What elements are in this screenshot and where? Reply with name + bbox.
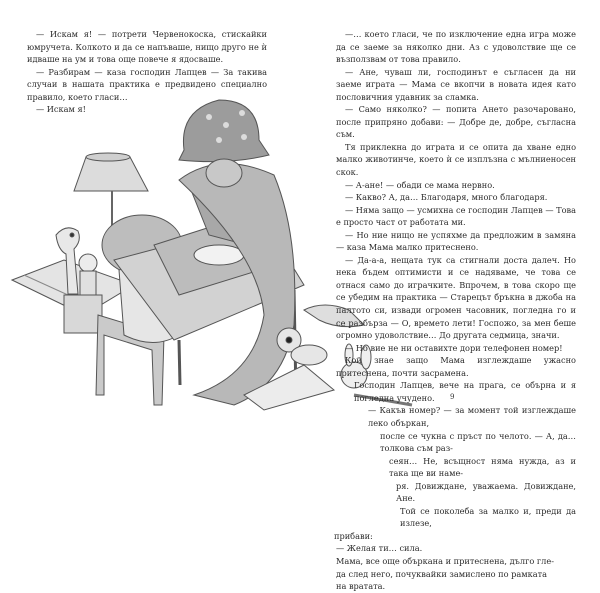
paragraph: — Искам я! [36, 104, 86, 115]
text-line: прибави: [334, 530, 373, 541]
paragraph: — Няма защо — усмихна се господин Лапцев — Това е просто част от работата ми. [336, 204, 576, 228]
text-line: ря. Довиждане, уважаема. Довиждане, Ане. [396, 480, 576, 504]
paragraph: —… което гласи, че по изключение една игра може да се заеме за няколко дни. Аз с удоволствие ще се възползвам от това правило. [336, 29, 576, 65]
right-page-text [336, 28, 576, 593]
text-line: сеян… Не, всъщност няма нужда, аз и така ще ви наме- [389, 455, 576, 479]
paragraph: Тя приклекна до играта и се опита да хване едно малко животинче, което ѝ се изплъзна с мълниеносен скок. [336, 141, 576, 178]
paragraph: — Какво? А, да… Благодаря, много благодаря. [345, 192, 548, 203]
paragraph: — Да-а-а, нещата тук са стигнали доста далеч. Но нека бъдем оптимисти и се надяваме, че това се отнася само до играчките. Впрочем, в това скоро ще се убедим на практика — Старецът бръкна в джоба на палтото си, извади огромен часовник, погледна го и се разбърза — О, времето лети! Госпожо, за мен беше огромно удоволствие… До другата седмица, значи. [336, 254, 576, 341]
page-number: 9 [450, 393, 455, 401]
text-line: — Какъв номер? — за момент той изглеждаше леко объркан, [368, 405, 576, 428]
paragraph: — Само няколко? — попита Ането разочаровано, после припряно добави: — Добре де, добре, съгласна съм. [336, 104, 576, 140]
paragraph: — Искам я! — потрети Червенокоска, стискайки юмручета. Колкото и да се напъваше, нищо друго не ѝ идваше на ум и това още повече я ядосваше. [27, 29, 267, 65]
paragraph: — Но вие не ни оставихте дори телефонен номер! [345, 342, 563, 353]
text-line: — Желая ти… сила. [336, 543, 423, 554]
text-line: Той се поколеба за малко и, преди да излезе, [400, 505, 576, 529]
text-line: да след него, почуквайки замислено по рамката [336, 568, 548, 579]
paragraph: — А-ане! — обади се мама нервно. [345, 179, 495, 190]
paragraph: Кой знае защо Мама изглеждаше ужасно притеснена, почти засрамена. [336, 355, 576, 378]
text-line: после се чукна с пръст по челото. — А, да… толкова съм раз- [380, 430, 576, 454]
text-line: Господин Лапцев, вече на прага, се обърна и я погледна учудено. [354, 380, 576, 403]
paragraph: — Ане, чуваш ли, господинът е съгласен да ни заеме играта — Мама се вкопчи в новата идея като пословичния удавник за сламка. [336, 66, 576, 102]
paragraph: — Разбирам — каза господин Лапцев — За такива случаи в нашата практика е предвидено специално правило, което гласи… [27, 66, 267, 102]
text-line: Мама, все още объркана и притеснена, дълго гле- [336, 555, 554, 566]
paragraph: — Но ние нищо не успяхме да предложим в замяна — каза Мама малко притеснено. [336, 229, 576, 253]
text-line: на вратата. [336, 581, 386, 592]
